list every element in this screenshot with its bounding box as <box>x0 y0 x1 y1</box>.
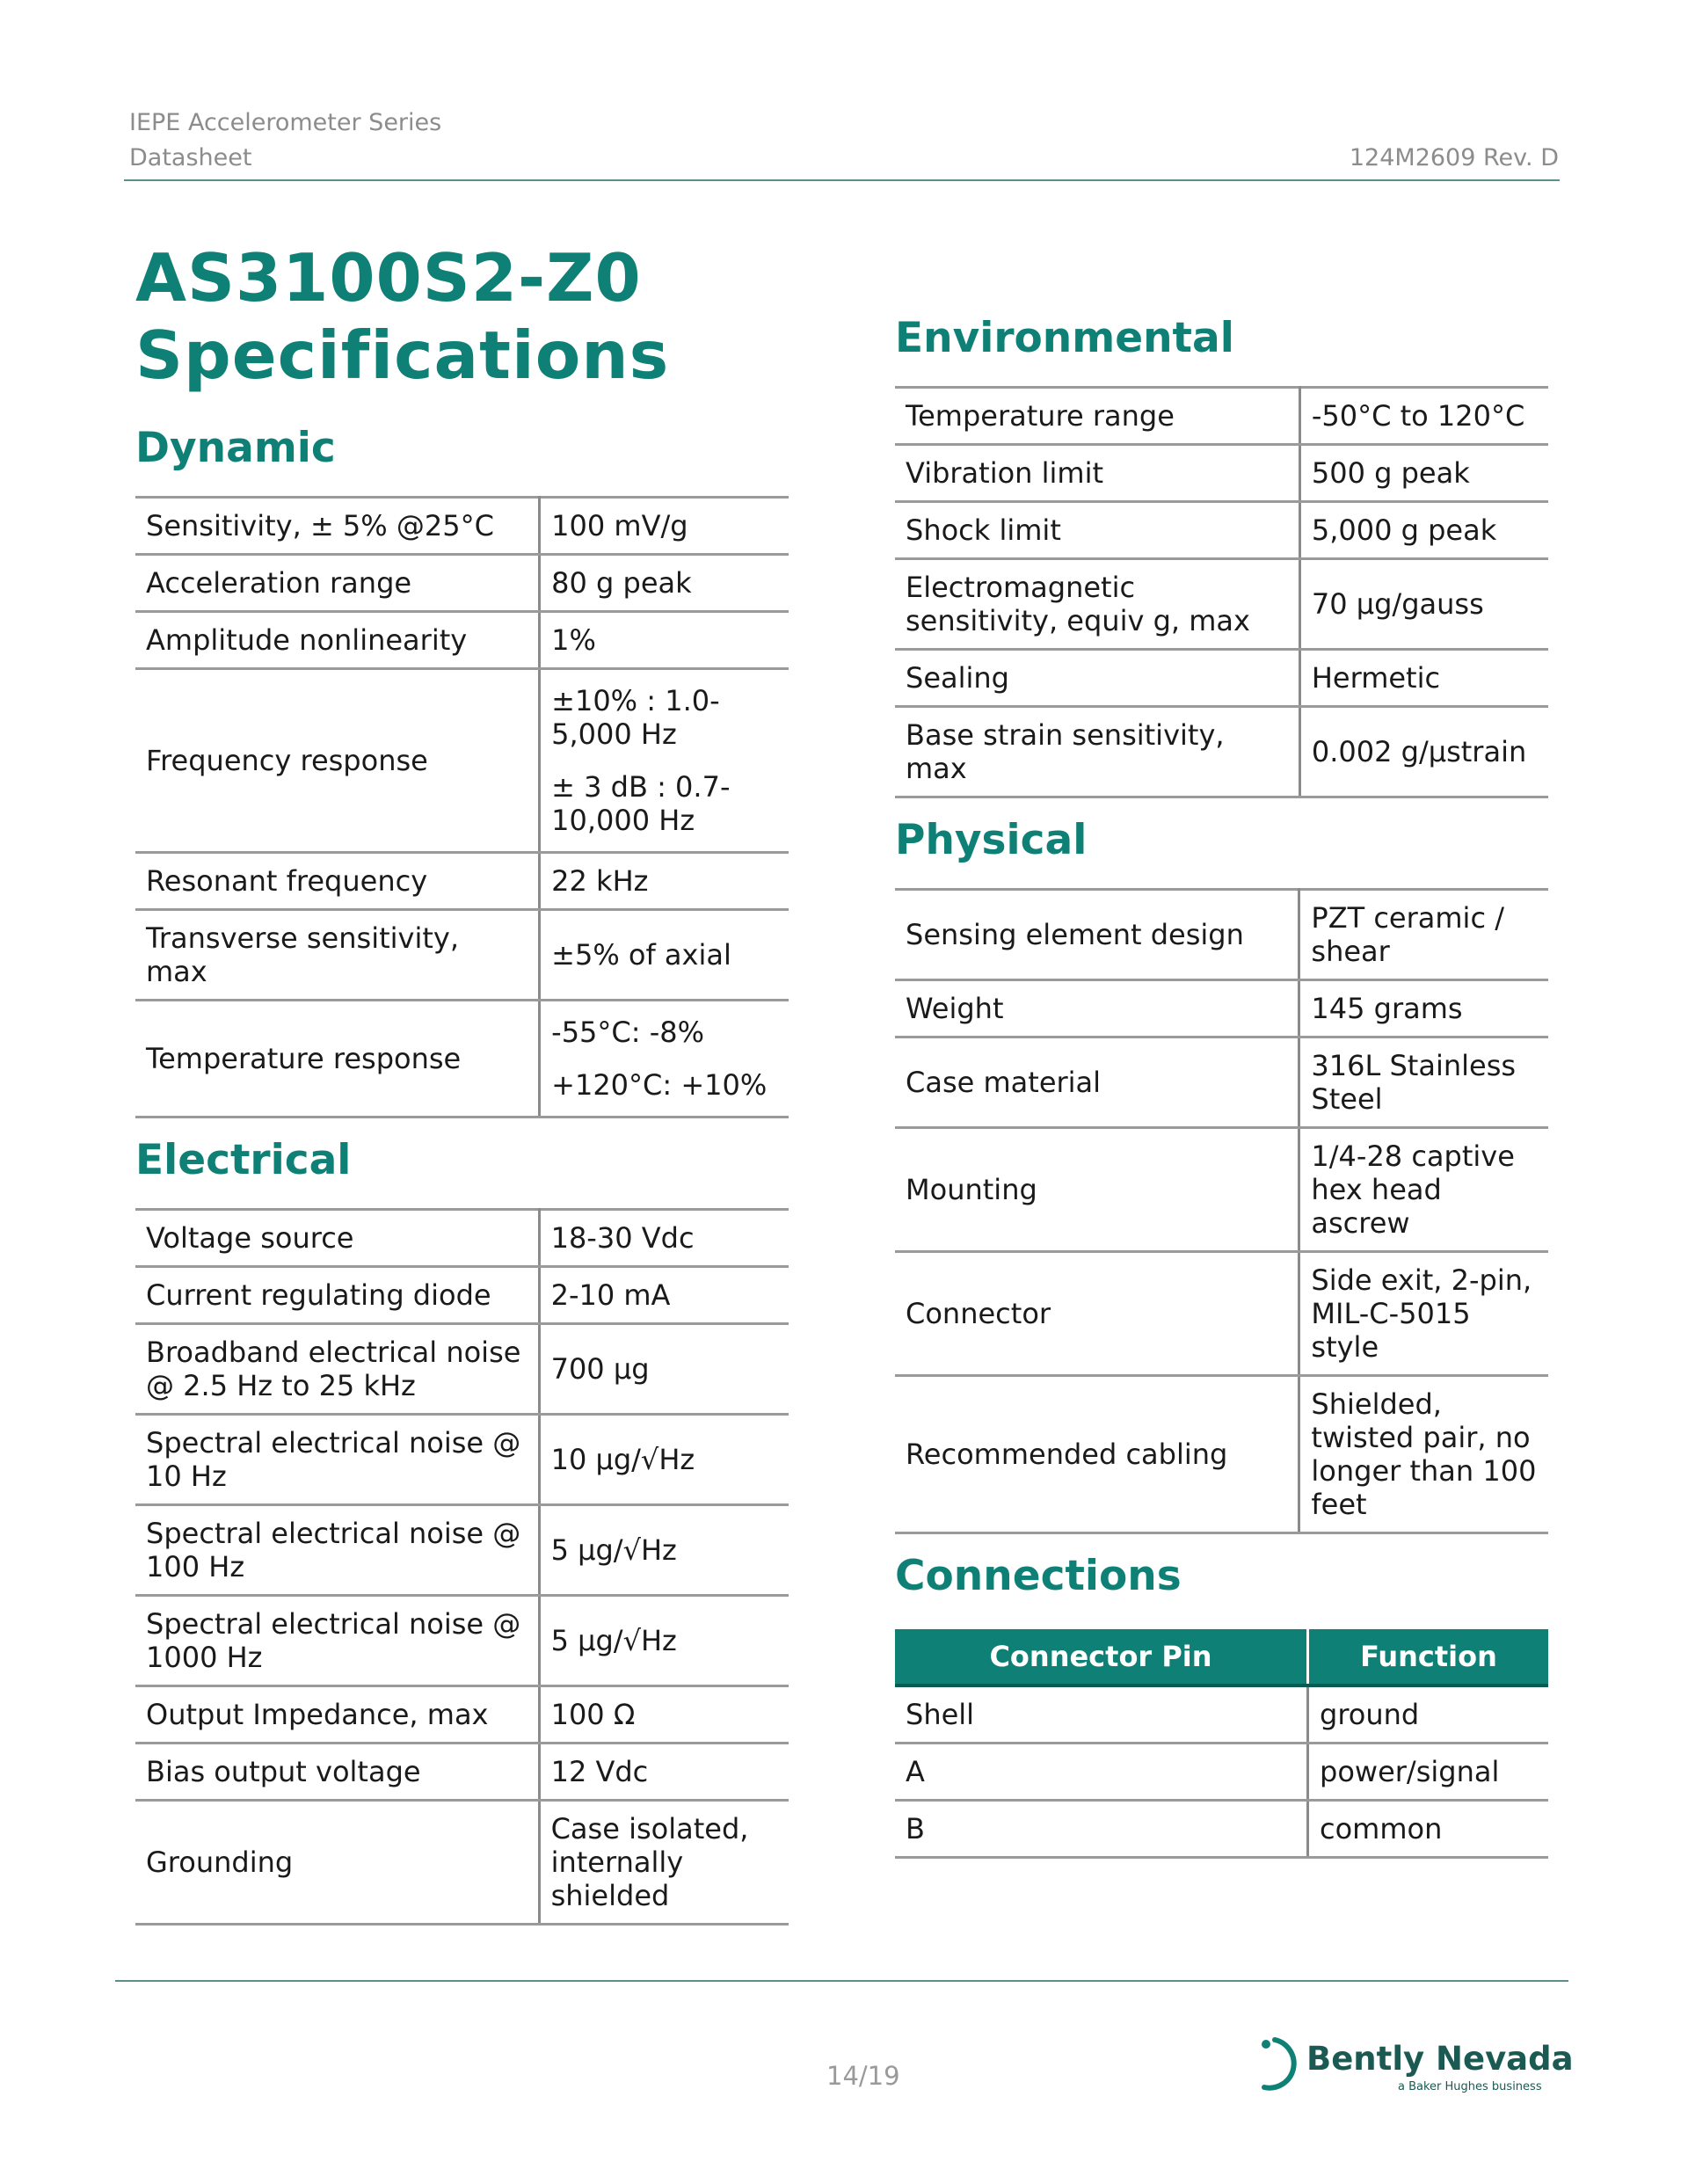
spec-value: 100 Ω <box>539 1686 789 1744</box>
table-row <box>135 498 789 555</box>
doc-type: Datasheet <box>129 144 252 171</box>
table-row <box>895 890 1548 980</box>
spec-value-line: ±10% : 1.0-5,000 Hz <box>551 684 720 751</box>
spec-label: Electromagnetic sensitivity, equiv g, max <box>895 559 1299 650</box>
spec-label: Amplitude nonlinearity <box>135 612 540 669</box>
table-row <box>895 980 1548 1037</box>
table-row <box>135 1744 789 1801</box>
page-title <box>135 239 669 394</box>
spec-label: Case material <box>895 1037 1299 1128</box>
pin-cell: Shell <box>895 1685 1308 1744</box>
spec-value: Hermetic <box>1299 650 1548 707</box>
table-row <box>135 1267 789 1324</box>
spec-value: 1/4-28 captive hex head ascrew <box>1299 1128 1548 1252</box>
table-row <box>135 1596 789 1686</box>
spec-value: 500 g peak <box>1299 445 1548 502</box>
spec-label: Base strain sensitivity, max <box>895 707 1299 797</box>
table-row <box>135 669 789 853</box>
spec-value: 700 µg <box>539 1324 789 1415</box>
table-row <box>895 1376 1548 1533</box>
function-cell: ground <box>1308 1685 1549 1744</box>
table-header-row <box>895 1629 1548 1685</box>
pin-cell: B <box>895 1801 1308 1858</box>
spec-label: Temperature response <box>135 1001 540 1117</box>
title-specifications: Specifications <box>135 317 670 394</box>
spec-value: 100 mV/g <box>540 498 789 555</box>
spec-value: 12 Vdc <box>539 1744 789 1801</box>
spec-value: 1% <box>540 612 789 669</box>
dynamic-table <box>135 496 789 1118</box>
doc-number: 124M2609 Rev. D <box>1349 144 1559 171</box>
spec-value: 18-30 Vdc <box>539 1210 789 1267</box>
spec-label: Vibration limit <box>895 445 1299 502</box>
spec-value: 2-10 mA <box>539 1267 789 1324</box>
table-row <box>135 1801 789 1925</box>
spec-label: Mounting <box>895 1128 1299 1252</box>
spec-value: 316L Stainless Steel <box>1299 1037 1548 1128</box>
spec-value: 145 grams <box>1299 980 1548 1037</box>
spec-label: Grounding <box>135 1801 539 1925</box>
table-row <box>895 1685 1548 1744</box>
electrical-heading: Electrical <box>135 1136 352 1184</box>
pin-cell: A <box>895 1744 1308 1801</box>
table-row <box>895 1801 1548 1858</box>
column-header-function: Function <box>1308 1629 1549 1685</box>
table-row <box>135 1324 789 1415</box>
spec-value: 10 µg/√Hz <box>539 1415 789 1505</box>
dynamic-heading: Dynamic <box>135 424 336 472</box>
table-row <box>895 1744 1548 1801</box>
page-number: 14/19 <box>826 2061 900 2091</box>
logo-mark-icon <box>1248 2031 1301 2101</box>
spec-value: 0.002 g/µstrain <box>1299 707 1548 797</box>
spec-label: Sensitivity, ± 5% @25°C <box>135 498 540 555</box>
document-header <box>129 106 441 176</box>
table-row <box>135 910 789 1001</box>
spec-label: Shock limit <box>895 502 1299 559</box>
connections-heading: Connections <box>895 1552 1182 1600</box>
table-row <box>895 1128 1548 1252</box>
table-row <box>135 1001 789 1117</box>
table-row <box>895 1252 1548 1376</box>
spec-label: Temperature range <box>895 388 1299 445</box>
environmental-table <box>895 386 1548 798</box>
spec-label: Transverse sensitivity, max <box>135 910 540 1001</box>
bently-nevada-logo <box>1248 2031 1574 2101</box>
table-row <box>895 445 1548 502</box>
table-row <box>895 502 1548 559</box>
spec-value: 80 g peak <box>540 555 789 612</box>
spec-label: Broadband electrical noise @ 2.5 Hz to 25 kHz <box>135 1324 539 1415</box>
table-row <box>895 388 1548 445</box>
logo-tagline: a Baker Hughes business <box>1398 2080 1542 2093</box>
spec-value: PZT ceramic / shear <box>1299 890 1548 980</box>
spec-value-line: -55°C: -8% <box>551 1016 705 1049</box>
spec-value: 70 µg/gauss <box>1299 559 1548 650</box>
spec-label: Sensing element design <box>895 890 1299 980</box>
physical-heading: Physical <box>895 816 1088 864</box>
table-row <box>895 559 1548 650</box>
series-name: IEPE Accelerometer Series <box>129 109 442 136</box>
table-row <box>895 650 1548 707</box>
footer-divider <box>115 1980 1568 1982</box>
spec-value: ±5% of axial <box>540 910 789 1001</box>
table-row <box>135 1686 789 1744</box>
spec-label: Frequency response <box>135 669 540 853</box>
spec-label: Connector <box>895 1252 1299 1376</box>
spec-label: Voltage source <box>135 1210 539 1267</box>
spec-label: Recommended cabling <box>895 1376 1299 1533</box>
spec-label: Acceleration range <box>135 555 540 612</box>
spec-value: 5 µg/√Hz <box>539 1596 789 1686</box>
spec-value <box>540 1001 789 1117</box>
environmental-heading: Environmental <box>895 314 1234 362</box>
spec-label: Output Impedance, max <box>135 1686 539 1744</box>
table-row <box>135 555 789 612</box>
spec-label: Resonant frequency <box>135 853 540 910</box>
title-model: AS3100S2-Z0 <box>135 239 642 317</box>
header-divider <box>124 179 1560 181</box>
spec-value: Side exit, 2-pin, MIL-C-5015 style <box>1299 1252 1548 1376</box>
spec-value-line: ± 3 dB : 0.7-10,000 Hz <box>551 770 731 837</box>
spec-value <box>540 669 789 853</box>
logo-name: Bently Nevada <box>1306 2040 1574 2078</box>
table-row <box>135 1505 789 1596</box>
spec-label: Spectral electrical noise @ 10 Hz <box>135 1415 539 1505</box>
column-header-pin: Connector Pin <box>895 1629 1308 1685</box>
physical-table <box>895 888 1548 1534</box>
spec-value-line: +120°C: +10% <box>551 1068 768 1102</box>
spec-value: -50°C to 120°C <box>1299 388 1548 445</box>
spec-value: 5,000 g peak <box>1299 502 1548 559</box>
table-row <box>895 1037 1548 1128</box>
function-cell: power/signal <box>1308 1744 1549 1801</box>
spec-value: Shielded, twisted pair, no longer than 100 feet <box>1299 1376 1548 1533</box>
electrical-table <box>135 1208 789 1926</box>
table-row <box>135 853 789 910</box>
spec-label: Current regulating diode <box>135 1267 539 1324</box>
connections-table <box>895 1629 1548 1859</box>
table-row <box>135 612 789 669</box>
spec-label: Sealing <box>895 650 1299 707</box>
spec-value: 5 µg/√Hz <box>539 1505 789 1596</box>
spec-label: Bias output voltage <box>135 1744 539 1801</box>
right-column <box>895 312 1548 1859</box>
spec-label: Weight <box>895 980 1299 1037</box>
left-column <box>135 422 789 1941</box>
table-row <box>135 1210 789 1267</box>
table-row <box>135 1415 789 1505</box>
spec-value: Case isolated, internally shielded <box>539 1801 789 1925</box>
spec-label: Spectral electrical noise @ 1000 Hz <box>135 1596 539 1686</box>
spec-label: Spectral electrical noise @ 100 Hz <box>135 1505 539 1596</box>
function-cell: common <box>1308 1801 1549 1858</box>
table-row <box>895 707 1548 797</box>
spec-value: 22 kHz <box>540 853 789 910</box>
